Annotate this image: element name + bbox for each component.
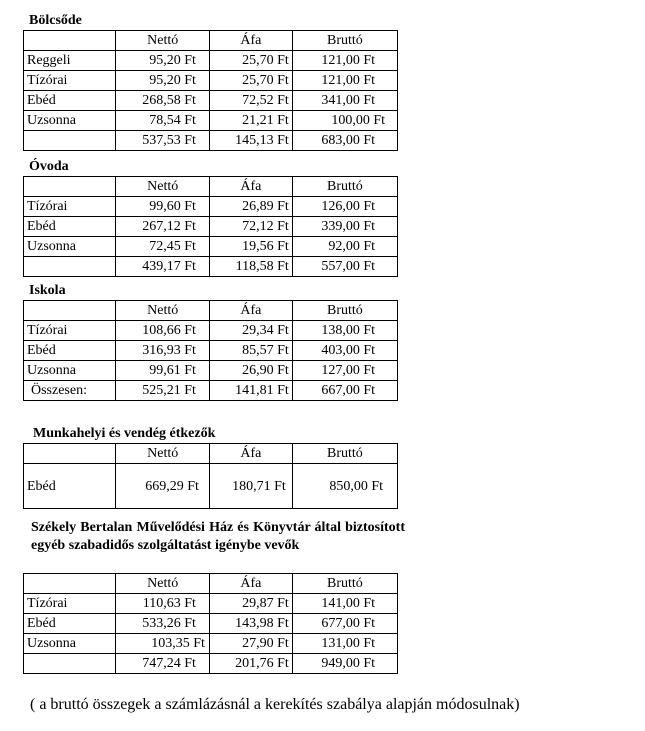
afa-cell: 26,90 Ft bbox=[209, 361, 292, 381]
section-title-ovoda: Óvoda bbox=[29, 159, 69, 174]
header-empty bbox=[24, 574, 116, 594]
row-label: Uzsonna bbox=[24, 237, 116, 257]
table-row bbox=[24, 361, 398, 381]
header-netto: Nettó bbox=[116, 301, 210, 321]
brutto-cell: 141,00 Ft bbox=[292, 594, 397, 614]
table-header-row bbox=[24, 31, 398, 51]
afa-cell: 27,90 Ft bbox=[209, 634, 292, 654]
row-label: Ebéd bbox=[24, 614, 116, 634]
header-empty bbox=[24, 301, 116, 321]
afa-cell: 25,70 Ft bbox=[209, 71, 292, 91]
header-brutto: Bruttó bbox=[292, 177, 397, 197]
price-table-munkahelyi bbox=[23, 443, 398, 509]
price-table-ovoda bbox=[23, 176, 398, 277]
afa-cell: 19,56 Ft bbox=[209, 237, 292, 257]
afa-total: 201,76 Ft bbox=[209, 654, 292, 674]
afa-cell: 26,89 Ft bbox=[209, 197, 292, 217]
header-afa: Áfa bbox=[209, 177, 292, 197]
brutto-cell: 92,00 Ft bbox=[292, 237, 397, 257]
header-empty bbox=[24, 444, 116, 464]
section-title-munkahelyi: Munkahelyi és vendég étkezők bbox=[33, 426, 216, 441]
table-row bbox=[24, 91, 398, 111]
section-title-szekely-bertalan: Székely Bertalan Művelődési Ház és Könyvtár által biztosított egyéb szabadidős szolgáltatást igénybe vevők bbox=[31, 520, 405, 553]
table-row bbox=[24, 464, 398, 509]
row-label: Ebéd bbox=[24, 91, 116, 111]
row-label: Ebéd bbox=[24, 341, 116, 361]
table-header-row bbox=[24, 177, 398, 197]
netto-cell: 99,61 Ft bbox=[116, 361, 210, 381]
rounding-note: ( a bruttó összegek a számlázásnál a kerekítés szabálya alapján módosulnak) bbox=[30, 696, 520, 713]
table-row bbox=[24, 217, 398, 237]
afa-cell: 143,98 Ft bbox=[209, 614, 292, 634]
afa-cell: 25,70 Ft bbox=[209, 51, 292, 71]
brutto-cell: 339,00 Ft bbox=[292, 217, 397, 237]
brutto-cell: 100,00 Ft bbox=[292, 111, 397, 131]
row-label bbox=[24, 654, 116, 674]
afa-cell: 85,57 Ft bbox=[209, 341, 292, 361]
afa-cell: 72,12 Ft bbox=[209, 217, 292, 237]
brutto-cell: 121,00 Ft bbox=[292, 71, 397, 91]
netto-cell: 95,20 Ft bbox=[116, 51, 210, 71]
row-label: Ebéd bbox=[24, 464, 116, 509]
netto-cell: 108,66 Ft bbox=[116, 321, 210, 341]
row-label: Uzsonna bbox=[24, 111, 116, 131]
brutto-cell: 138,00 Ft bbox=[292, 321, 397, 341]
header-empty bbox=[24, 31, 116, 51]
header-afa: Áfa bbox=[209, 31, 292, 51]
header-empty bbox=[24, 177, 116, 197]
row-label: Tízórai bbox=[24, 71, 116, 91]
table-row bbox=[24, 594, 398, 614]
header-netto: Nettó bbox=[116, 444, 210, 464]
brutto-cell: 341,00 Ft bbox=[292, 91, 397, 111]
brutto-cell: 121,00 Ft bbox=[292, 51, 397, 71]
afa-total: 141,81 Ft bbox=[209, 381, 292, 401]
table-row bbox=[24, 321, 398, 341]
table-header-row bbox=[24, 574, 398, 594]
netto-cell: 533,26 Ft bbox=[116, 614, 210, 634]
table-total-row bbox=[24, 654, 398, 674]
table-row bbox=[24, 111, 398, 131]
afa-cell: 29,34 Ft bbox=[209, 321, 292, 341]
row-label: Uzsonna bbox=[24, 634, 116, 654]
row-label bbox=[24, 131, 116, 151]
table-row bbox=[24, 71, 398, 91]
price-table-bolcsode bbox=[23, 30, 398, 151]
header-brutto: Bruttó bbox=[292, 31, 397, 51]
brutto-total: 683,00 Ft bbox=[292, 131, 397, 151]
afa-cell: 72,52 Ft bbox=[209, 91, 292, 111]
brutto-cell: 131,00 Ft bbox=[292, 634, 397, 654]
table-total-row bbox=[24, 131, 398, 151]
table-row bbox=[24, 197, 398, 217]
brutto-cell: 126,00 Ft bbox=[292, 197, 397, 217]
header-brutto: Bruttó bbox=[292, 574, 397, 594]
table-total-row bbox=[24, 257, 398, 277]
table-row bbox=[24, 237, 398, 257]
section-title-iskola: Iskola bbox=[29, 283, 66, 298]
afa-total: 118,58 Ft bbox=[209, 257, 292, 277]
table-total-row bbox=[24, 381, 398, 401]
netto-cell: 268,58 Ft bbox=[116, 91, 210, 111]
header-afa: Áfa bbox=[209, 301, 292, 321]
netto-cell: 267,12 Ft bbox=[116, 217, 210, 237]
netto-cell: 110,63 Ft bbox=[116, 594, 210, 614]
row-label: Tízórai bbox=[24, 197, 116, 217]
netto-cell: 72,45 Ft bbox=[116, 237, 210, 257]
table-row bbox=[24, 614, 398, 634]
netto-cell: 103,35 Ft bbox=[116, 634, 210, 654]
afa-cell: 29,87 Ft bbox=[209, 594, 292, 614]
price-table-szekely-bertalan bbox=[23, 573, 398, 674]
section-title-bolcsode: Bölcsőde bbox=[29, 13, 82, 28]
brutto-total: 667,00 Ft bbox=[292, 381, 397, 401]
netto-cell: 95,20 Ft bbox=[116, 71, 210, 91]
netto-total: 525,21 Ft bbox=[116, 381, 210, 401]
row-label-total: Összesen: bbox=[24, 381, 116, 401]
row-label: Uzsonna bbox=[24, 361, 116, 381]
row-label: Tízórai bbox=[24, 321, 116, 341]
brutto-cell: 127,00 Ft bbox=[292, 361, 397, 381]
netto-total: 747,24 Ft bbox=[116, 654, 210, 674]
row-label: Ebéd bbox=[24, 217, 116, 237]
header-brutto: Bruttó bbox=[292, 301, 397, 321]
netto-cell: 78,54 Ft bbox=[116, 111, 210, 131]
afa-cell: 180,71 Ft bbox=[209, 464, 292, 509]
table-header-row bbox=[24, 444, 398, 464]
netto-cell: 669,29 Ft bbox=[116, 464, 210, 509]
brutto-cell: 850,00 Ft bbox=[292, 464, 397, 509]
header-netto: Nettó bbox=[116, 574, 210, 594]
brutto-total: 557,00 Ft bbox=[292, 257, 397, 277]
afa-total: 145,13 Ft bbox=[209, 131, 292, 151]
header-netto: Nettó bbox=[116, 31, 210, 51]
row-label: Tízórai bbox=[24, 594, 116, 614]
netto-cell: 99,60 Ft bbox=[116, 197, 210, 217]
table-row bbox=[24, 634, 398, 654]
row-label bbox=[24, 257, 116, 277]
table-row bbox=[24, 51, 398, 71]
row-label: Reggeli bbox=[24, 51, 116, 71]
netto-total: 537,53 Ft bbox=[116, 131, 210, 151]
header-brutto: Bruttó bbox=[292, 444, 397, 464]
afa-cell: 21,21 Ft bbox=[209, 111, 292, 131]
brutto-cell: 403,00 Ft bbox=[292, 341, 397, 361]
header-netto: Nettó bbox=[116, 177, 210, 197]
header-afa: Áfa bbox=[209, 574, 292, 594]
brutto-cell: 677,00 Ft bbox=[292, 614, 397, 634]
brutto-total: 949,00 Ft bbox=[292, 654, 397, 674]
table-row bbox=[24, 341, 398, 361]
netto-cell: 316,93 Ft bbox=[116, 341, 210, 361]
netto-total: 439,17 Ft bbox=[116, 257, 210, 277]
price-table-iskola bbox=[23, 300, 398, 401]
header-afa: Áfa bbox=[209, 444, 292, 464]
table-header-row bbox=[24, 301, 398, 321]
